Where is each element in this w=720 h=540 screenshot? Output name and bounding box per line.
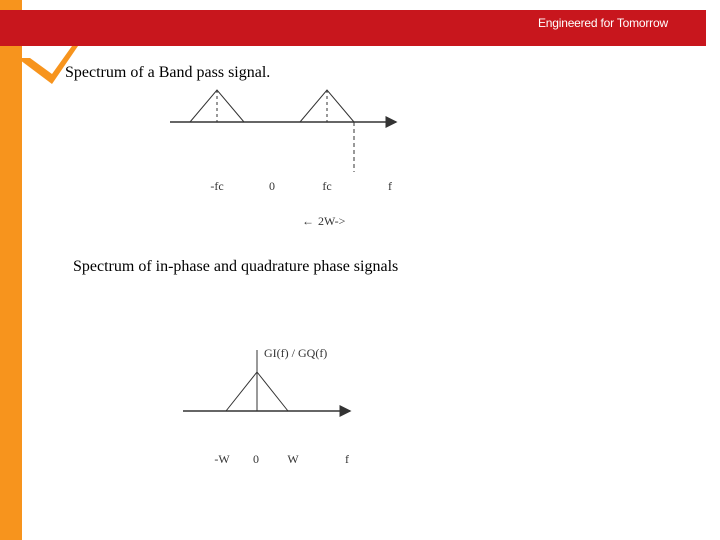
- iq-spectrum-title: Spectrum of in-phase and quadrature phase signals: [73, 258, 399, 275]
- iq-axis-label-zero: 0: [253, 452, 259, 466]
- axis-label-neg-fc: -fc: [210, 179, 224, 193]
- bandpass-diagram: [170, 90, 396, 228]
- positive-band-triangle: [300, 90, 354, 122]
- iq-y-axis-label: GI(f) / GQ(f): [264, 346, 328, 360]
- brand-text: Engineered for Tomorrow: [538, 16, 668, 30]
- left-arrow-glyph: ←: [302, 214, 314, 228]
- bandpass-spectrum-title: Spectrum of a Band pass signal.: [65, 64, 271, 81]
- axis-label-f: f: [388, 179, 392, 193]
- axis-label-fc: fc: [322, 179, 332, 193]
- axis-label-zero: 0: [269, 179, 275, 193]
- iq-axis-label-f: f: [345, 452, 349, 466]
- iq-axis-label-w: W: [287, 452, 299, 466]
- iq-diagram: [183, 346, 350, 466]
- iq-axis-label-neg-w: -W: [214, 452, 230, 466]
- bandwidth-label: 2W->: [318, 214, 346, 228]
- negative-band-triangle: [190, 90, 244, 122]
